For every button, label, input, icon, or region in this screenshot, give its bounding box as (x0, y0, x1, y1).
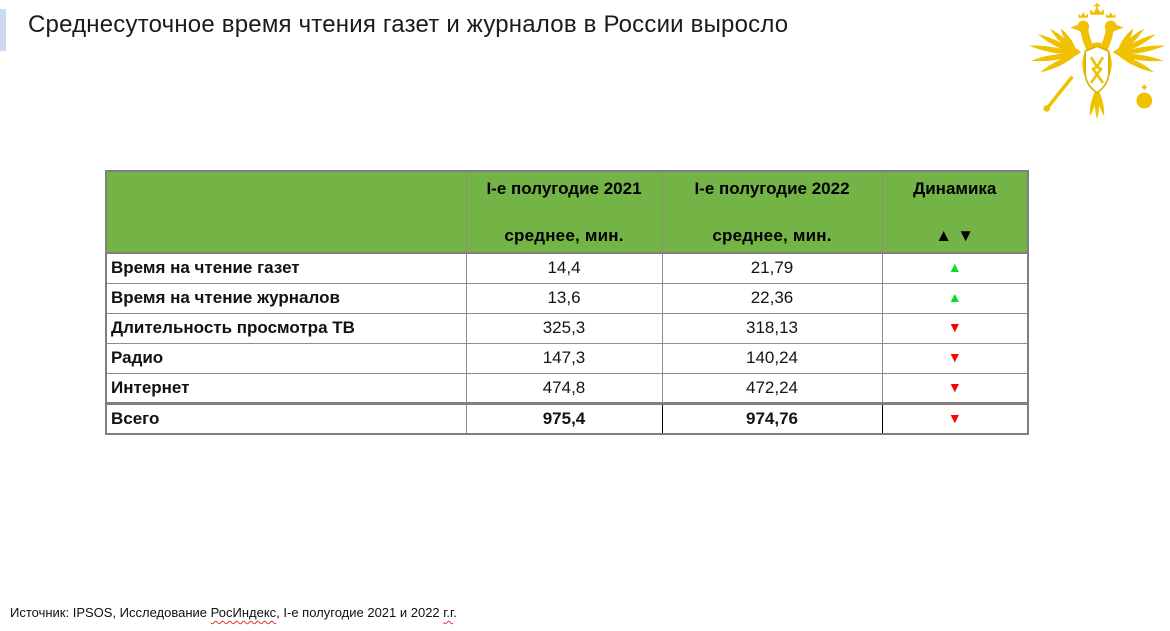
table-row (106, 343, 1028, 373)
header-2021 (466, 171, 662, 253)
value-2022: 318,13 (662, 313, 882, 343)
header-dynamics (882, 171, 1028, 253)
source-text-part: , I-е полугодие 2021 и 2022 (276, 605, 444, 620)
media-time-table (105, 170, 1029, 435)
table-row (106, 373, 1028, 403)
header-2022-units: среднее, мин. (712, 226, 832, 245)
source-text-part: г.г (443, 605, 454, 620)
value-2021: 325,3 (466, 313, 662, 343)
source-text-part: . (453, 605, 457, 620)
title-accent-bar (0, 9, 6, 51)
value-2022: 140,24 (662, 343, 882, 373)
header-2021-units: среднее, мин. (504, 226, 624, 245)
total-2021: 975,4 (466, 403, 662, 434)
value-2022: 22,36 (662, 283, 882, 313)
header-dynamics-title: Динамика (913, 179, 997, 198)
trend-down-icon: ▼ (947, 349, 962, 365)
trend-down-icon: ▼ (947, 319, 962, 335)
value-2021: 147,3 (466, 343, 662, 373)
total-label: Всего (106, 403, 466, 434)
source-text-part: Источник: IPSOS, Исследование (10, 605, 211, 620)
source-citation (10, 605, 457, 620)
value-2021: 13,6 (466, 283, 662, 313)
header-2022 (662, 171, 882, 253)
table-row (106, 253, 1028, 283)
table-row (106, 283, 1028, 313)
russian-eagle-emblem (1028, 2, 1166, 134)
value-2021: 14,4 (466, 253, 662, 283)
table-header-row (106, 171, 1028, 253)
trend-up-icon: ▲ (947, 289, 962, 305)
table-total-row (106, 403, 1028, 434)
page-title: Среднесуточное время чтения газет и журналов в России выросло (28, 11, 789, 38)
table-row (106, 313, 1028, 343)
double-headed-eagle-icon (1028, 2, 1166, 134)
trend-down-icon: ▼ (947, 409, 962, 426)
total-2022: 974,76 (662, 403, 882, 434)
shield-icon (1085, 46, 1109, 92)
row-label: Длительность просмотра ТВ (106, 313, 466, 343)
trend-up-icon: ▲ (947, 259, 962, 276)
value-2022: 472,24 (662, 373, 882, 403)
header-2022-title: I-е полугодие 2022 (694, 179, 850, 198)
value-2022: 21,79 (662, 253, 882, 283)
header-empty-cell (106, 171, 466, 253)
row-label: Время на чтение журналов (106, 283, 466, 313)
value-2021: 474,8 (466, 373, 662, 403)
up-down-triangles-icon: ▲ ▼ (935, 226, 975, 245)
row-label: Радио (106, 343, 466, 373)
source-text-part: РосИндекс (210, 605, 277, 620)
header-2021-title: I-е полугодие 2021 (486, 179, 642, 198)
row-label: Время на чтение газет (106, 253, 466, 283)
trend-down-icon: ▼ (947, 378, 962, 395)
row-label: Интернет (106, 373, 466, 403)
